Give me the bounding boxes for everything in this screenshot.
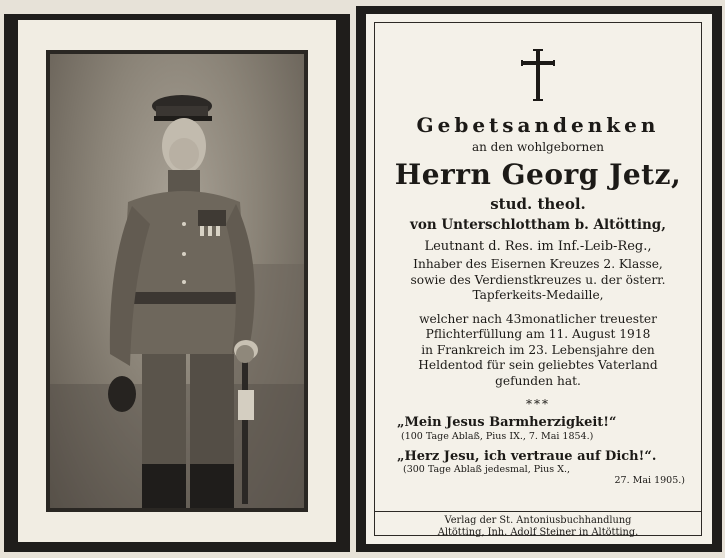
footer-divider (375, 511, 701, 512)
prayer-second: „Herz Jesu, ich vertraue auf Dich!“. (397, 449, 657, 464)
indulgence-first: (100 Tage Ablaß, Pius IX., 7. Mai 1854.) (401, 431, 594, 442)
memorial-card (366, 14, 712, 544)
latin-cross-icon (375, 49, 701, 101)
rank-line: Leutnant d. Res. im Inf.-Leib-Reg., (424, 239, 652, 254)
publisher-footer (381, 515, 695, 539)
honors-line: Tapferkeits-Medaille, (472, 288, 604, 302)
honors-text (385, 257, 691, 304)
death-text (385, 312, 691, 390)
death-line: Pflichterfüllung am 11. August 1918 (425, 327, 651, 341)
death-line: in Frankreich im 23. Lebensjahre den (421, 342, 655, 357)
soldier-portrait-photo (50, 54, 304, 508)
publisher-line: Verlag der St. Antoniusbuchhandlung (444, 515, 632, 526)
death-line: gefunden hat. (495, 373, 581, 388)
study-line: stud. theol. (490, 195, 586, 213)
indulgence-second-a: (300 Tage Ablaß jedesmal, Pius X., (403, 464, 570, 475)
memorial-frame (374, 22, 702, 536)
card-heading: Gebetsandenken (416, 113, 660, 137)
photo-card (18, 20, 336, 542)
indulgence-second-b: 27. Mai 1905.) (614, 475, 685, 486)
photo-frame (46, 50, 308, 512)
soldier-silhouette (50, 54, 304, 508)
memorial-text (385, 113, 691, 486)
origin-line: von Unterschlottham b. Altötting, (410, 217, 666, 233)
honors-line: sowie des Verdienstkreuzes u. der österr. (410, 272, 666, 287)
dedication-line: an den wohlgebornen (471, 140, 605, 154)
death-line: welcher nach 43monatlicher treuester (419, 311, 657, 326)
left-card-backing (4, 14, 350, 552)
right-card-backing (356, 6, 722, 552)
honors-line: Inhaber des Eisernen Kreuzes 2. Klasse, (413, 257, 663, 271)
prayer-first: „Mein Jesus Barmherzigkeit!“ (397, 415, 617, 430)
death-line: Heldentod für sein geliebtes Vaterland (418, 358, 658, 372)
publisher-line: Altötting, Inh. Adolf Steiner in Altötting. (437, 527, 639, 538)
deceased-name: Herrn Georg Jetz, (394, 158, 682, 191)
separator-stars: *** (526, 397, 550, 411)
